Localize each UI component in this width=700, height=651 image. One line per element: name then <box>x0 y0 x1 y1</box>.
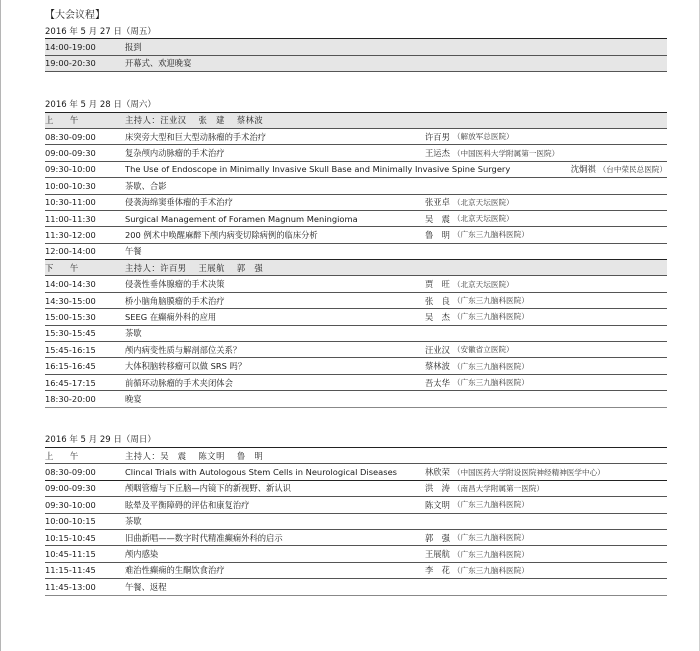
day-date: 2016 年 5 月 28 日（周六） <box>45 96 667 112</box>
time-slot: 11:15-11:45 <box>45 565 96 576</box>
time-slot: 09:00-09:30 <box>45 148 96 159</box>
speaker-name: 林欣荣 <box>425 467 450 478</box>
speaker-affiliation: （广东三九脑科医院） <box>452 312 529 322</box>
speaker-name: 吴 杰 <box>425 311 450 322</box>
speaker-affiliation: （解放军总医院） <box>452 132 514 142</box>
time-slot: 10:15-10:45 <box>45 532 96 543</box>
agenda-row <box>45 326 667 342</box>
session-header-row <box>45 448 667 464</box>
speaker-name: 鲁 明 <box>425 229 450 240</box>
speaker <box>425 377 667 389</box>
talk-topic: Surgical Management of Foramen Magnum Meningioma <box>125 213 358 224</box>
talk-topic: 复杂颅内动脉瘤的手术治疗 <box>125 148 225 159</box>
time-slot: 10:00-10:30 <box>45 180 96 191</box>
talk-topic: 眩晕及平衡障碍的评估和康复治疗 <box>125 499 250 510</box>
talk-topic: 桥小脑角脑膜瘤的手术治疗 <box>125 295 225 306</box>
time-slot: 08:30-09:00 <box>45 131 96 142</box>
time-slot: 18:30-20:00 <box>45 393 96 404</box>
time-slot: 16:15-16:45 <box>45 361 96 372</box>
agenda-days <box>45 23 667 596</box>
talk-topic: 难治性癫痫的生酮饮食治疗 <box>125 565 225 576</box>
time-slot: 11:00-11:30 <box>45 213 96 224</box>
speaker-affiliation: （北京天坛医院） <box>452 279 514 289</box>
talk-topic: 颅内病变性质与解剖部位关系？ <box>125 344 242 355</box>
time-slot: 14:30-15:00 <box>45 295 96 306</box>
speaker-affiliation: （广东三九脑科医院） <box>452 533 529 543</box>
agenda-row <box>45 546 667 562</box>
session-header-row <box>45 260 667 276</box>
talk-topic: 晚宴 <box>125 393 142 404</box>
page-left-border <box>0 0 1 651</box>
agenda-document <box>45 9 667 596</box>
speaker-name: 洪 涛 <box>425 483 450 494</box>
agenda-row <box>45 244 667 260</box>
speaker-affiliation: （安徽省立医院） <box>452 345 514 355</box>
speaker-name: 李 花 <box>425 565 450 576</box>
speaker <box>425 311 667 323</box>
talk-topic: 午餐 <box>125 246 142 257</box>
day-date: 2016 年 5 月 27 日（周五） <box>45 23 667 39</box>
speaker-name: 许百男 <box>425 131 450 142</box>
speaker-name: 汪业汉 <box>425 344 450 355</box>
agenda-heading: 【大会议程】 <box>45 10 105 21</box>
speaker-name: 贾 旺 <box>425 279 450 290</box>
time-slot: 11:45-13:00 <box>45 581 96 592</box>
talk-topic: 侵袭海绵窦垂体瘤的手术治疗 <box>125 197 233 208</box>
talk-topic: 200 例术中唤醒麻醉下颅内病变切除病例的临床分析 <box>125 229 318 240</box>
speaker <box>425 499 667 511</box>
agenda-row <box>45 56 667 72</box>
speaker <box>425 131 667 143</box>
talk-topic: The Use of Endoscope in Minimally Invasive Skull Base and Minimally Invasive Spine Surgery <box>125 164 511 175</box>
speaker <box>571 163 667 175</box>
speaker-name: 张 良 <box>425 295 450 306</box>
talk-topic: 旧曲新唱——数字时代精准癫痫外科的启示 <box>125 532 283 543</box>
speaker <box>425 278 667 290</box>
talk-topic: 侵袭性垂体腺瘤的手术决策 <box>125 279 225 290</box>
time-slot: 14:00-14:30 <box>45 279 96 290</box>
speaker-affiliation: （北京天坛医院） <box>452 197 514 207</box>
time-slot: 09:30-10:00 <box>45 164 96 175</box>
speaker-affiliation: （广东三九脑科医院） <box>452 361 529 371</box>
speaker-name: 吾太华 <box>425 377 450 388</box>
agenda-row <box>45 375 667 391</box>
speaker-name: 张亚卓 <box>425 197 450 208</box>
talk-topic: 茶歇 <box>125 516 142 527</box>
talk-topic: 午餐、返程 <box>125 581 167 592</box>
agenda-row <box>45 358 667 374</box>
speaker-affiliation: （广东三九脑科医院） <box>452 565 529 575</box>
time-slot: 16:45-17:15 <box>45 377 96 388</box>
time-slot: 15:00-15:30 <box>45 311 96 322</box>
time-slot: 11:30-12:00 <box>45 229 96 240</box>
talk-topic: 颅咽管瘤与下丘脑—内镜下的新视野、新认识 <box>125 483 291 494</box>
agenda-row <box>45 39 667 55</box>
agenda-row <box>45 481 667 497</box>
time-slot: 14:00-19:00 <box>45 42 96 53</box>
session-header-row <box>45 113 667 129</box>
speaker-affiliation: （广东三九脑科医院） <box>452 500 529 510</box>
agenda-row <box>45 145 667 161</box>
session-label: 上 午 <box>45 115 79 126</box>
talk-topic: 茶歇、合影 <box>125 180 167 191</box>
time-slot: 12:00-14:00 <box>45 246 96 257</box>
time-slot: 10:45-11:15 <box>45 549 96 560</box>
speaker-affiliation: （中国医科大学附属第一医院） <box>452 148 560 158</box>
time-slot: 19:00-20:30 <box>45 58 96 69</box>
speaker <box>425 466 667 478</box>
talk-topic: 床突旁大型和巨大型动脉瘤的手术治疗 <box>125 131 267 142</box>
time-slot: 10:00-10:15 <box>45 516 96 527</box>
agenda-row <box>45 391 667 407</box>
speaker-name: 沈炯祺 <box>570 164 596 175</box>
speaker <box>425 213 667 225</box>
speaker <box>425 147 667 159</box>
time-slot: 15:45-16:15 <box>45 344 96 355</box>
speaker <box>425 295 667 307</box>
day-date: 2016 年 5 月 29 日（周日） <box>45 432 667 448</box>
session-chairs: 主持人：许百男 王展航 郭 强 <box>125 262 264 273</box>
agenda-row <box>45 227 667 243</box>
session-chairs: 主持人：吴 震 陈文明 鲁 明 <box>125 450 264 461</box>
speaker-affiliation: （台中荣民总医院） <box>598 164 667 174</box>
speaker-affiliation: （中国医药大学附设医院神经精神医学中心） <box>452 467 605 477</box>
agenda-row <box>45 309 667 325</box>
day-spacer <box>45 408 667 432</box>
agenda-row <box>45 497 667 513</box>
time-slot: 10:30-11:00 <box>45 197 96 208</box>
talk-topic: Clincal Trials with Autologous Stem Cells in Neurological Diseases <box>125 467 397 478</box>
time-slot: 09:30-10:00 <box>45 499 96 510</box>
talk-topic: 茶歇 <box>125 328 142 339</box>
speaker <box>425 548 667 560</box>
agenda-row <box>45 211 667 227</box>
speaker <box>425 482 667 494</box>
talk-topic: SEEG 在癫痫外科的应用 <box>125 311 217 322</box>
day-spacer <box>45 72 667 96</box>
talk-topic: 前循环动脉瘤的手术夹闭体会 <box>125 377 233 388</box>
agenda-row <box>45 342 667 358</box>
speaker-name: 吴 震 <box>425 213 450 224</box>
speaker <box>425 532 667 544</box>
agenda-row <box>45 293 667 309</box>
speaker-affiliation: （广东三九脑科医院） <box>452 230 529 240</box>
speaker-name: 王运杰 <box>425 148 450 159</box>
speaker-affiliation: （北京天坛医院） <box>452 214 514 224</box>
session-label: 下 午 <box>45 262 79 273</box>
agenda-row <box>45 178 667 194</box>
talk-topic: 开幕式、欢迎晚宴 <box>125 58 192 69</box>
agenda-row <box>45 530 667 546</box>
speaker-affiliation: （广东三九脑科医院） <box>452 296 529 306</box>
agenda-row <box>45 514 667 530</box>
speaker-affiliation: （广东三九脑科医院） <box>452 378 529 387</box>
speaker-name: 蔡林波 <box>425 361 450 372</box>
time-slot: 15:30-15:45 <box>45 328 96 339</box>
speaker <box>425 229 667 241</box>
time-slot: 08:30-09:00 <box>45 467 96 478</box>
agenda-row <box>45 195 667 211</box>
session-label: 上 午 <box>45 450 79 461</box>
speaker-name: 王展航 <box>425 549 450 560</box>
speaker <box>425 344 667 356</box>
day-section <box>45 96 667 407</box>
speaker-affiliation: （广东三九脑科医院） <box>452 549 529 559</box>
time-slot: 09:00-09:30 <box>45 483 96 494</box>
talk-topic: 报到 <box>125 42 142 53</box>
agenda-row <box>45 464 667 480</box>
agenda-row <box>45 162 667 178</box>
agenda-row <box>45 129 667 145</box>
speaker <box>425 564 667 576</box>
speaker-affiliation: （南昌大学附属第一医院） <box>452 483 545 493</box>
talk-topic: 大体积脑转移瘤可以做 SRS 吗？ <box>125 361 247 372</box>
speaker <box>425 196 667 208</box>
speaker <box>425 360 667 372</box>
day-section <box>45 432 667 596</box>
agenda-row <box>45 276 667 292</box>
agenda-row <box>45 579 667 595</box>
agenda-row <box>45 563 667 579</box>
day-section <box>45 23 667 72</box>
speaker-name: 陈文明 <box>425 499 450 510</box>
talk-topic: 颅内感染 <box>125 549 159 560</box>
session-chairs: 主持人：汪业汉 张 建 蔡林波 <box>125 115 264 126</box>
speaker-name: 郭 强 <box>425 532 450 543</box>
